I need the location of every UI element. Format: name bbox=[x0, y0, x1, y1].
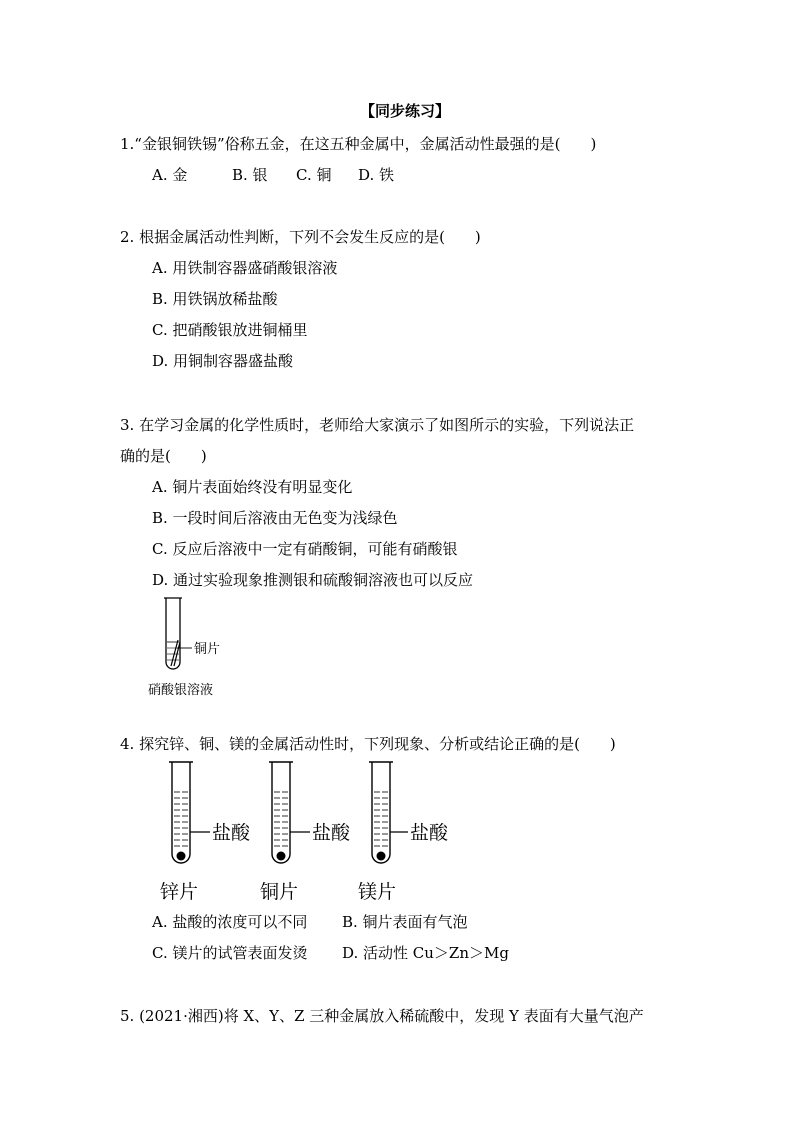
question-1-option-d: D. 铁 bbox=[358, 166, 395, 184]
question-2-stem: 2. 根据金属活动性判断，下列不会发生反应的是( ) bbox=[120, 228, 481, 246]
question-4-option-a: A. 盐酸的浓度可以不同 bbox=[152, 913, 308, 931]
question-3-option-b: B. 一段时间后溶液由无色变为浅绿色 bbox=[152, 509, 398, 527]
silver-nitrate-label: 硝酸银溶液 bbox=[148, 683, 214, 698]
test-tube-copper-icon bbox=[269, 762, 310, 863]
acid-label-2: 盐酸 bbox=[312, 822, 351, 844]
question-3-option-c: C. 反应后溶液中一定有硝酸铜，可能有硝酸银 bbox=[152, 540, 458, 558]
question-2-option-a: A. 用铁制容器盛硝酸银溶液 bbox=[152, 259, 338, 277]
zinc-label: 锌片 bbox=[160, 881, 199, 903]
question-4-stem: 4. 探究锌、铜、镁的金属活动性时，下列现象、分析或结论正确的是( ) bbox=[120, 735, 616, 753]
copper-strip-icon bbox=[171, 640, 192, 666]
question-5-stem: 5. (2021·湘西)将 X、Y、Z 三种金属放入稀硫酸中，发现 Y 表面有大量气泡产 bbox=[120, 1007, 644, 1025]
question-2-option-c: C. 把硝酸银放进铜桶里 bbox=[152, 321, 308, 339]
question-2-option-d: D. 用铜制容器盛盐酸 bbox=[152, 352, 294, 370]
magnesium-label: 镁片 bbox=[358, 881, 397, 903]
copper-label: 铜片 bbox=[260, 881, 299, 903]
test-tube-zinc-icon bbox=[169, 762, 210, 863]
question-1-option-b: B. 银 bbox=[232, 166, 268, 184]
question-4-figure bbox=[150, 758, 470, 908]
question-3-option-a: A. 铜片表面始终没有明显变化 bbox=[152, 478, 353, 496]
question-3-stem-line-2: 确的是( ) bbox=[120, 447, 207, 465]
question-4-option-c: C. 镁片的试管表面发烫 bbox=[152, 944, 308, 962]
acid-label-1: 盐酸 bbox=[212, 822, 251, 844]
question-1-stem: 1.“金银铜铁锡”俗称五金，在这五种金属中，金属活动性最强的是( ) bbox=[120, 135, 597, 153]
question-1-option-a: A. 金 bbox=[152, 166, 188, 184]
acid-label-3: 盐酸 bbox=[410, 822, 449, 844]
question-4-option-d: D. 活动性 Cu＞Zn＞Mg bbox=[342, 944, 509, 962]
question-3-figure bbox=[140, 594, 260, 704]
question-2-option-b: B. 用铁锅放稀盐酸 bbox=[152, 290, 278, 308]
question-4-option-b: B. 铜片表面有气泡 bbox=[342, 913, 468, 931]
question-1-option-c: C. 铜 bbox=[296, 166, 332, 184]
question-3-stem-line-1: 3. 在学习金属的化学性质时，老师给大家演示了如图所示的实验，下列说法正 bbox=[120, 416, 635, 434]
question-3-option-d: D. 通过实验现象推测银和硫酸铜溶液也可以反应 bbox=[152, 571, 474, 589]
test-tube-magnesium-icon bbox=[369, 762, 408, 863]
section-title: 【同步练习】 bbox=[360, 102, 451, 120]
copper-strip-label: 铜片 bbox=[194, 642, 221, 657]
